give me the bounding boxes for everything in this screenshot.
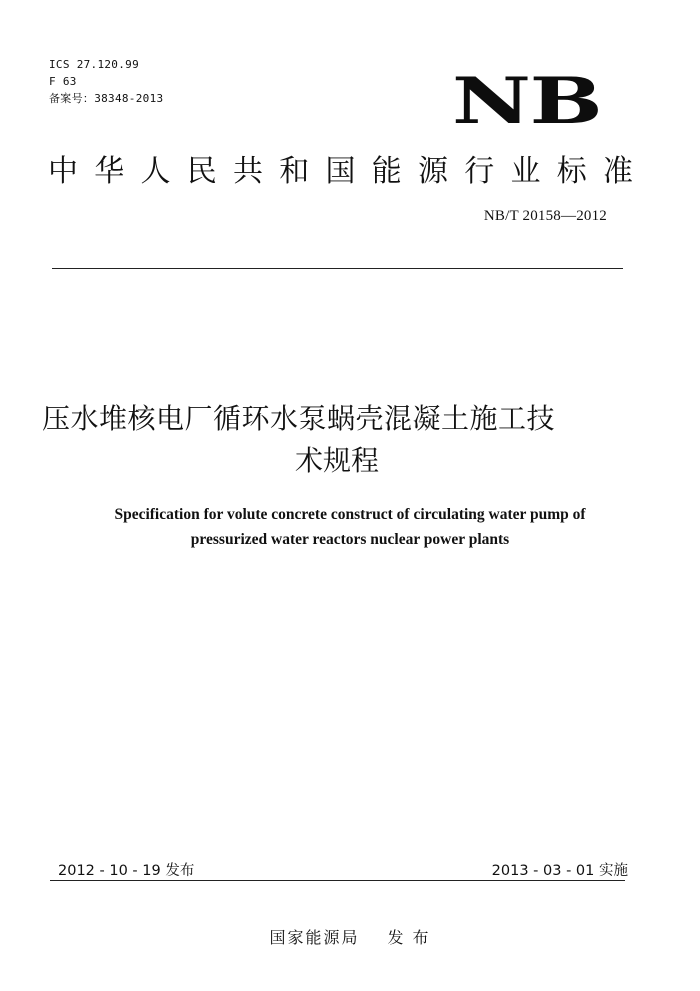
ics-code: ICS 27.120.99 (49, 58, 139, 71)
industry-title-char: 准 (603, 154, 633, 189)
industry-title-char: 民 (186, 154, 217, 189)
english-title-line-2: pressurized water reactors nuclear power plants (190, 531, 510, 548)
industry-title-char: 华 (94, 154, 125, 189)
english-title-line-1: Specification for volute concrete construct of circulating water pump of (114, 506, 586, 523)
industry-title-char: 人 (140, 154, 171, 189)
chinese-title-line-2: 术规程 (294, 444, 379, 477)
industry-title-char: 中 (48, 154, 78, 189)
industry-title-char: 行 (464, 154, 495, 189)
industry-title-char: 业 (510, 154, 541, 189)
footer-divider (50, 880, 625, 881)
industry-title-char: 国 (325, 154, 356, 189)
industry-title-char: 源 (418, 154, 448, 189)
industry-title-char: 共 (233, 154, 263, 189)
issuer-name: 国家能源局 (269, 928, 360, 947)
header-metadata (49, 56, 163, 107)
chinese-title (42, 398, 662, 482)
industry-title-char: 标 (556, 154, 587, 189)
header-divider (52, 268, 623, 269)
issuer (0, 925, 700, 948)
industry-standard-title (48, 152, 633, 192)
implementation-date: 2013 - 03 - 01 实施 (491, 863, 628, 879)
issuer-action: 发 布 (387, 928, 431, 947)
ccs-code: F 63 (49, 75, 77, 88)
english-title (0, 502, 700, 552)
nb-logo: NB (452, 64, 602, 139)
record-number: 备案号：38348-2013 (49, 92, 164, 105)
industry-title-char: 能 (371, 154, 402, 189)
standard-number: NB/T 20158—2012 (483, 208, 607, 224)
issue-date: 2012 - 10 - 19 发布 (58, 863, 195, 879)
industry-title-char: 和 (279, 154, 310, 189)
chinese-title-line-1: 压水堆核电厂循环水泵蜗壳混凝土施工技 (42, 402, 556, 435)
